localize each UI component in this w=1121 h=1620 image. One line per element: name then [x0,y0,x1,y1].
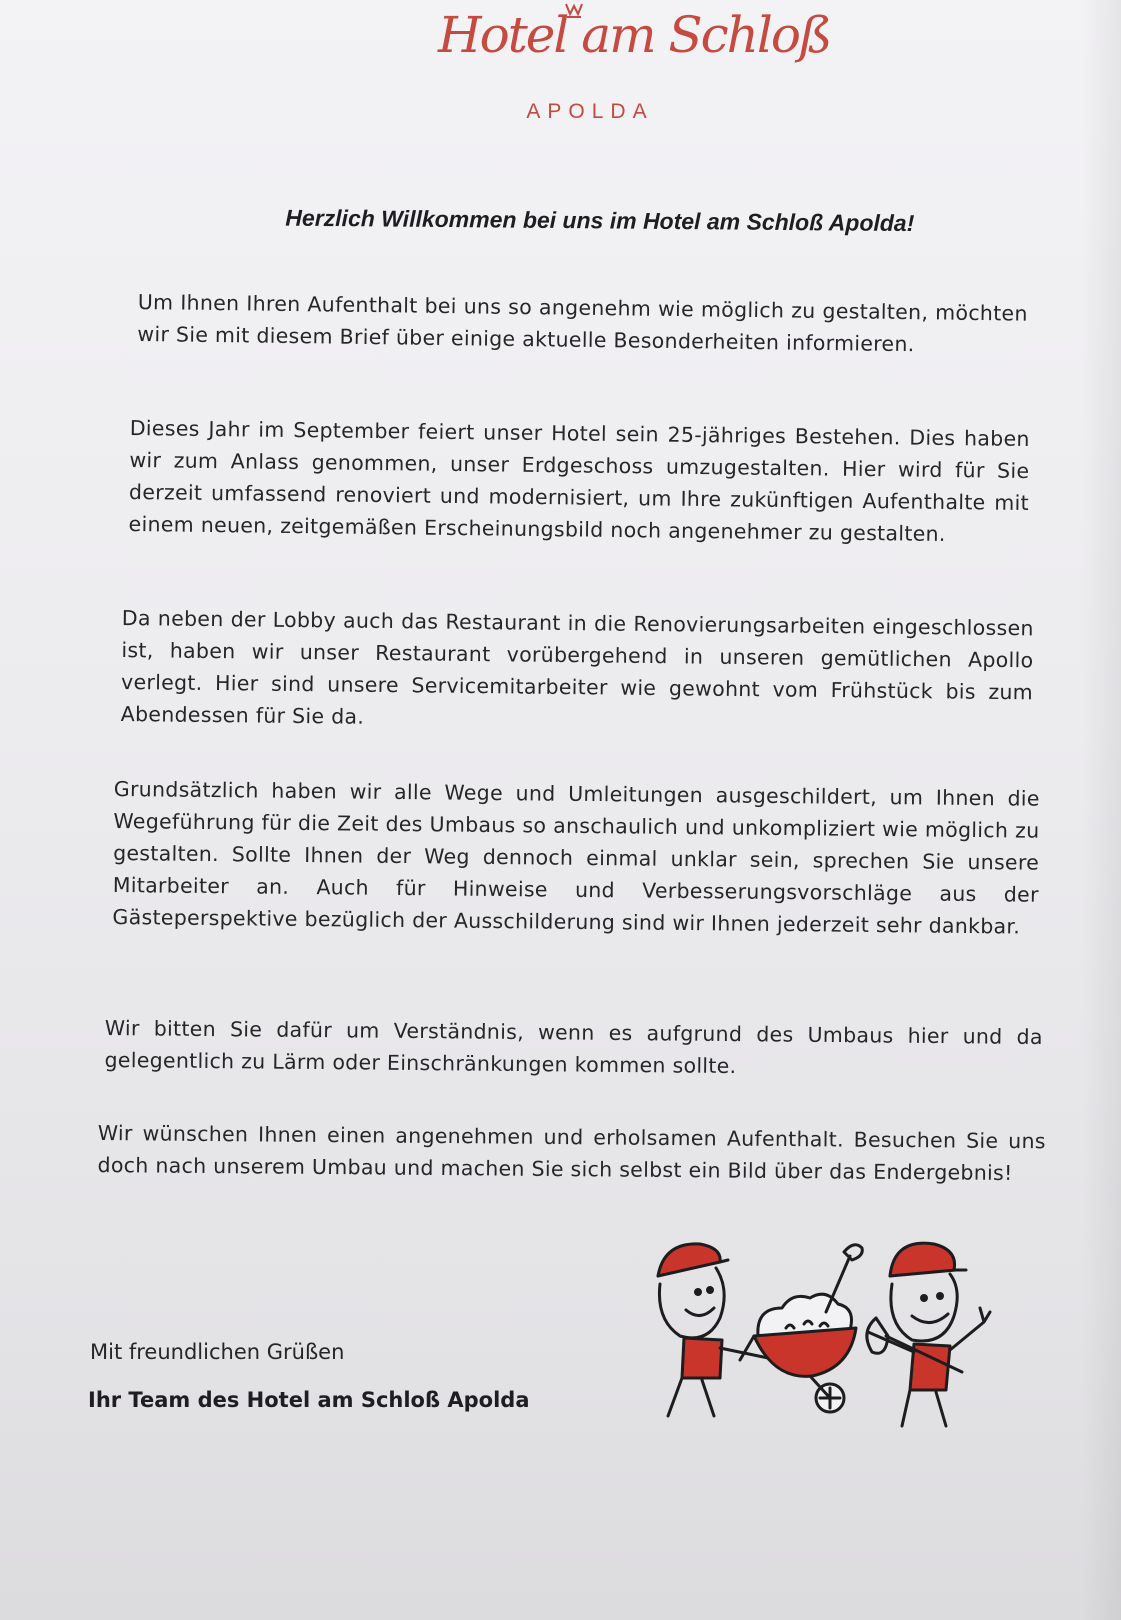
paragraph-apology: Wir bitten Sie dafür um Verständnis, wenn es aufgrund des Umbaus hier und da gelegentlich zu Lärm oder Einschränkungen kommen sollte. [104,1015,1043,1079]
paragraph-restaurant: Da neben der Lobby auch das Restaurant in die Renovierungsarbeiten eingeschlossen ist, haben wir unser Restaurant vorübergehend in unseren gemütlichen Apollo verlegt. Hier sind unsere Servicemitarbeiter wie gewohnt vom Frühstück bis zum Abendessen für Sie da. [120,605,1034,729]
closing-signature: Ihr Team des Hotel am Schloß Apolda [88,1388,530,1412]
paragraph-signage: Grundsätzlich haben wir alle Wege und Umleitungen ausgeschildert, um Ihnen die Wegeführung für die Zeit des Umbaus so anschaulich und unkompliziert wie möglich zu gestalten. Sollte Ihnen der Weg dennoch einmal unklar sein, sprechen Sie unsere Mitarbeiter an. Auch für Hinweise und Verbesserungsvorschläge aus der Gästeperspektive bezüglich der Ausschilderung sind wir Ihnen jederzeit sehr dankbar. [112,776,1040,939]
closing-greeting: Mit freundlichen Grüßen [90,1340,345,1364]
paragraph-wishes: Wir wünschen Ihnen einen angenehmen und erholsamen Aufenthalt. Besuchen Sie uns doch nach unserem Umbau und machen Sie sich selbst ein Bild über das Endergebnis! [97,1120,1046,1185]
construction-workers-icon [650,1240,1040,1470]
hotel-logo [430,0,831,130]
hotel-city: APOLDA [526,100,654,123]
hotel-name: Hotel am Schloß [438,6,831,64]
page-shadow [1081,0,1121,1620]
paragraph-anniversary: Dieses Jahr im September feiert unser Hotel sein 25-jähriges Bestehen. Dies haben wir zum Anlass genommen, unser Erdgeschoss umzugestalten. Hier wird für Sie derzeit umfassend renoviert und modernisiert, um Ihre zukünftigen Aufenthalte mit einem neuen, zeitgemäßen Erscheinungsbild noch angenehmer zu gestalten. [128,415,1030,546]
welcome-headline: Herzlich Willkommen bei uns im Hotel am Schloß Apolda! [285,204,915,237]
paragraph-intro: Um Ihnen Ihren Aufenthalt bei uns so angenehm wie möglich zu gestalten, möchten wir Sie mit diesem Brief über einige aktuelle Besonderheiten informieren. [137,289,1028,357]
